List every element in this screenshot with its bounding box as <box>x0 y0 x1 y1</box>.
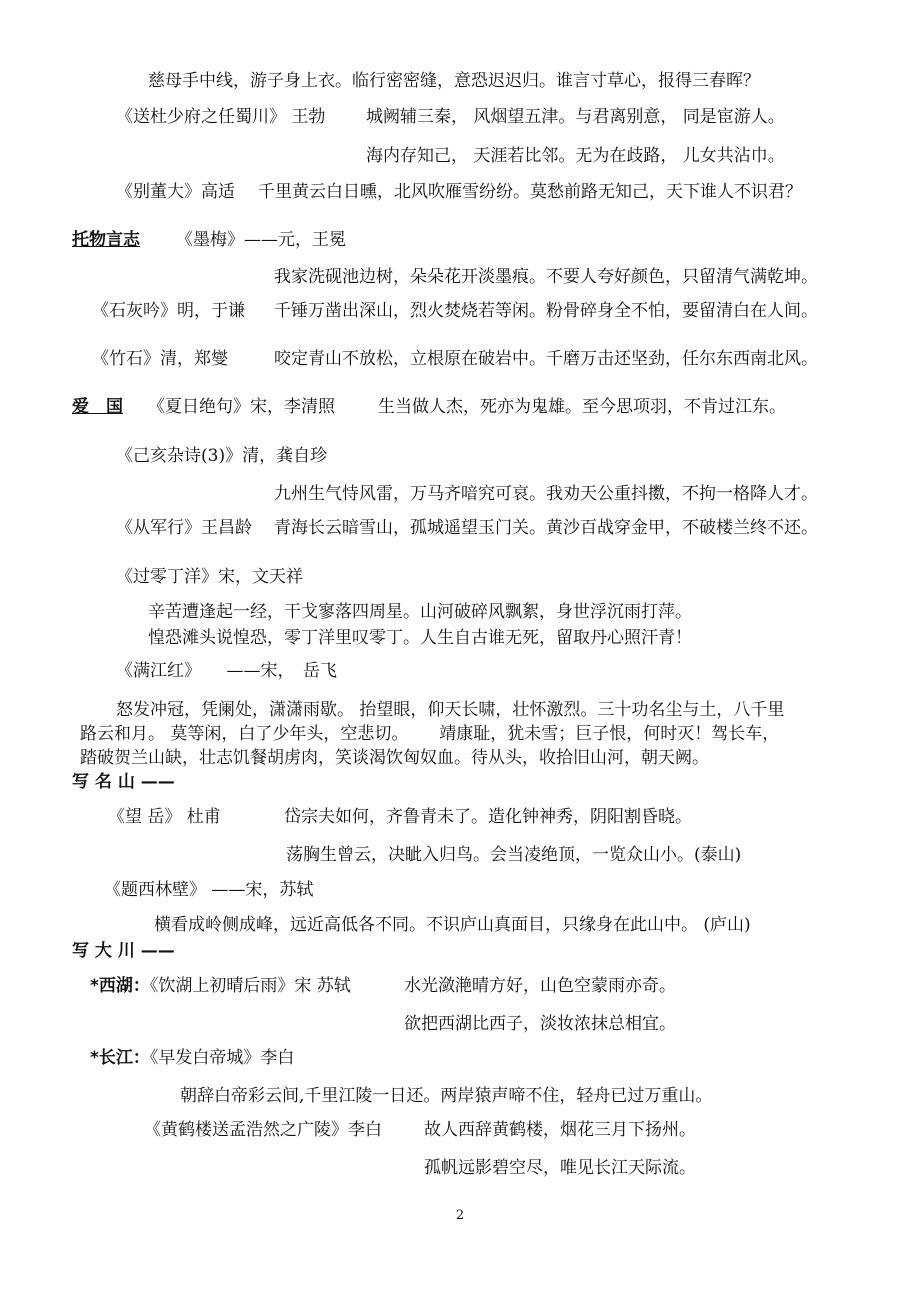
poem-line: 我家洗砚池边树，朵朵花开淡墨痕。不要人夸好颜色，只留清气满乾坤。 <box>274 267 818 287</box>
poem-line: 朝辞白帝彩云间,千里江陵一日还。两岸猿声啼不住，轻舟已过万重山。 <box>180 1086 713 1106</box>
poem-title: 《满江红》 ——宋， 岳飞 <box>116 661 337 681</box>
label-text: *西湖： <box>90 976 150 996</box>
section-heading-tuowu: 托物言志 <box>72 230 140 250</box>
poem-line: 九州生气恃风雷，万马齐喑究可哀。我劝天公重抖擞，不拘一格降人才。 <box>274 484 818 504</box>
poem-title: 《墨梅》——元，王冕 <box>176 230 346 250</box>
page-number: 2 <box>455 1208 465 1223</box>
poem-line: 辛苦遭逢起一经，干戈寥落四周星。山河破碎风飘絮，身世浮沉雨打萍。 <box>148 602 692 622</box>
poem-line: 海内存知己， 天涯若比邻。无为在歧路， 儿女共沾巾。 <box>366 146 785 166</box>
poem-line: 横看成岭侧成峰，远近高低各不同。不识庐山真面目，只缘身在此山中。 (庐山) <box>154 915 751 935</box>
poem-title: 《送杜少府之任蜀川》 王勃 <box>116 107 326 127</box>
section-heading-mingshan: 写 名 山 —— <box>72 772 175 792</box>
poem-title: 《夏日绝句》宋，李清照 <box>148 397 335 417</box>
poem-line: 生当做人杰，死亦为鬼雄。至今思项羽，不肯过江东。 <box>378 397 786 417</box>
poem-line: 慈母手中线，游子身上衣。临行密密缝，意恐迟迟归。谁言寸草心，报得三春晖？ <box>148 71 760 91</box>
poem-title: 《竹石》清，郑燮 <box>92 349 228 369</box>
poem-line: 水光潋滟晴方好，山色空蒙雨亦奇。 <box>404 976 676 996</box>
poem-title: 《早发白帝城》李白 <box>149 1048 295 1068</box>
poem-line: 故人西辞黄鹤楼，烟花三月下扬州。 <box>424 1120 696 1140</box>
poem-title: 《过零丁洋》宋，文天祥 <box>116 567 303 587</box>
poem-label-changjiang <box>90 1047 294 1069</box>
poem-line: 踏破贺兰山缺，壮志饥餐胡虏肉，笑谈渴饮匈奴血。待从头，收拾旧山河，朝天阙。 <box>80 748 709 768</box>
poem-line: 路云和月。 莫等闲，白了少年头，空悲切。 靖康耻，犹未雪；巨子恨，何时灭！驾长车， <box>80 724 780 744</box>
poem-line: 咬定青山不放松，立根原在破岩中。千磨万击还坚劲，任尔东西南北风。 <box>274 349 818 369</box>
poem-line: 岱宗夫如何，齐鲁青未了。造化钟神秀，阴阳割昏晓。 <box>284 807 692 827</box>
poem-line: 孤帆远影碧空尽，唯见长江天际流。 <box>424 1158 696 1178</box>
poem-line: 千里黄云白日曛，北风吹雁雪纷纷。莫愁前路无知己，天下谁人不识君？ <box>258 182 802 202</box>
poem-line: 荡胸生曾云，决眦入归鸟。会当凌绝顶，一览众山小。(泰山) <box>286 845 742 865</box>
poem-title: 《别董大》高适 <box>116 182 235 202</box>
poem-title: 《石灰吟》明，于谦 <box>92 301 245 321</box>
poem-line: 怒发冲冠，凭阑处，潇潇雨歇。 抬望眼，仰天长啸，壮怀激烈。三十功名尘与土，八千里 <box>116 700 785 720</box>
poem-title: 《望 岳》 杜甫 <box>108 807 221 827</box>
poem-line: 千锤万凿出深山，烈火焚烧若等闲。粉骨碎身全不怕，要留清白在人间。 <box>274 301 818 321</box>
label-text: *长江： <box>90 1048 150 1068</box>
poem-title: 《黄鹤楼送孟浩然之广陵》李白 <box>144 1120 382 1140</box>
poem-title: 《题西林壁》 ——宋，苏轼 <box>104 880 314 900</box>
poem-title: 《饮湖上初晴后雨》宋 苏轼 <box>149 976 351 996</box>
poem-line: 欲把西湖比西子，淡妆浓抹总相宜。 <box>404 1014 676 1034</box>
poem-line: 青海长云暗雪山，孤城遥望玉门关。黄沙百战穿金甲，不破楼兰终不还。 <box>274 518 818 538</box>
section-heading-dachuan: 写 大 川 —— <box>72 941 175 961</box>
poem-title: 《己亥杂诗(3)》清，龚自珍 <box>116 446 328 466</box>
poem-label-xihu <box>90 975 351 997</box>
poem-line: 城阙辅三秦， 风烟望五津。与君离别意， 同是宦游人。 <box>366 107 785 127</box>
section-heading-aiguo: 爱 国 <box>72 397 123 417</box>
poem-title: 《从军行》王昌龄 <box>116 518 252 538</box>
poem-line: 惶恐滩头说惶恐，零丁洋里叹零丁。人生自古谁无死，留取丹心照汗青！ <box>148 628 692 648</box>
